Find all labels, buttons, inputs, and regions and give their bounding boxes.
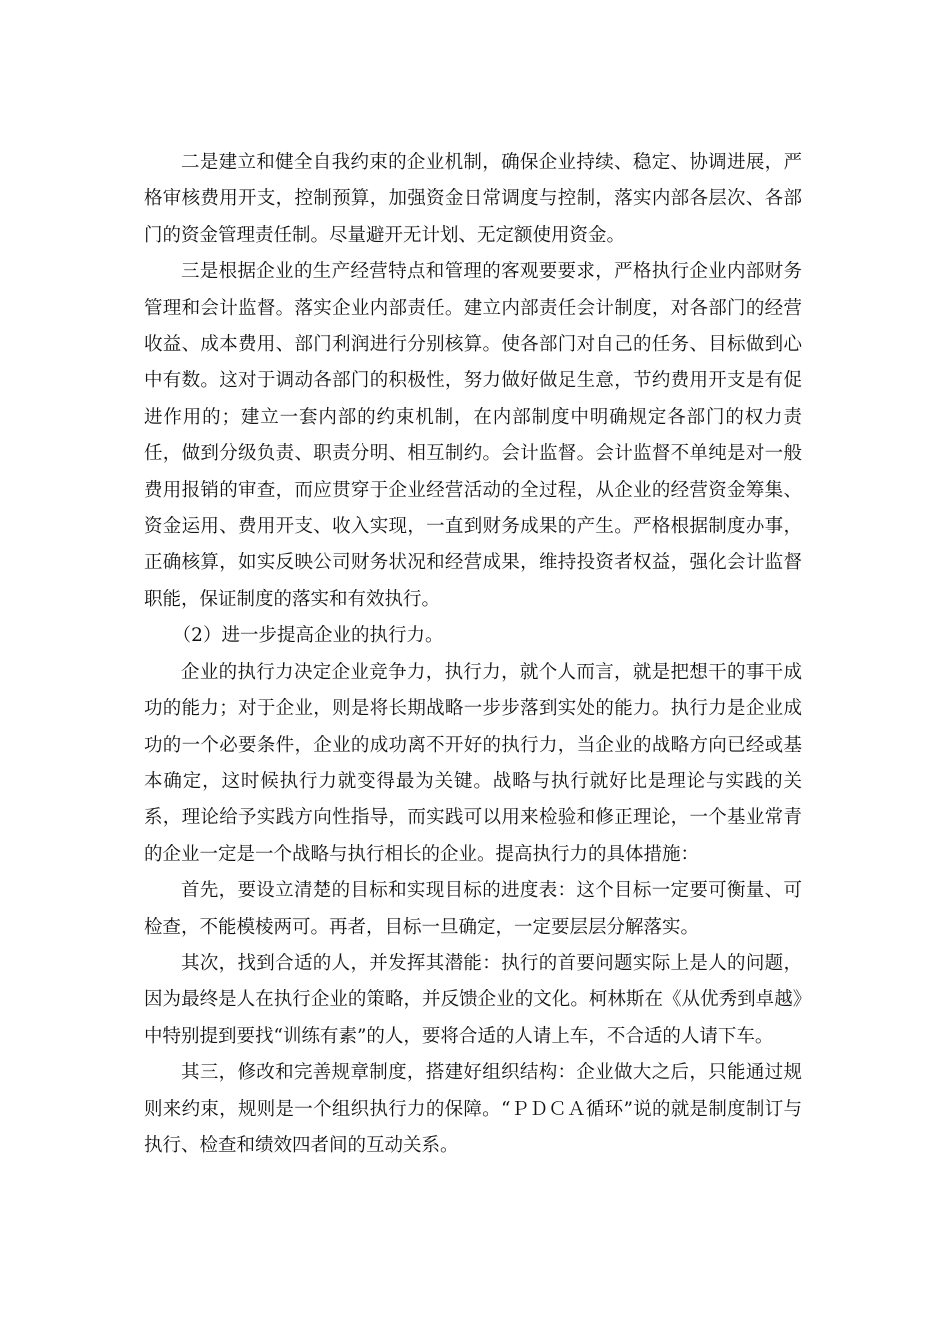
paragraph-second-measure: 其次，找到合适的人，并发挥其潜能：执行的首要问题实际上是人的问题，因为最终是人在执行企业的策略，并反馈企业的文化。柯林斯在《从优秀到卓越》中特别提到要找“训练有素”的人，要将合适的人请上车，不合适的人请下车。: [144, 952, 802, 1047]
paragraph-self-discipline-mechanism: 二是建立和健全自我约束的企业机制，确保企业持续、稳定、协调进展，严格审核费用开支，控制预算，加强资金日常调度与控制，落实内部各层次、各部门的资金管理责任制。尽量避开无计划、无定额使用资金。: [144, 152, 802, 246]
paragraph-internal-financial-supervision: 三是根据企业的生产经营特点和管理的客观要要求，严格执行企业内部财务管理和会计监督。落实企业内部责任。建立内部责任会计制度，对各部门的经营收益、成本费用、部门利润进行分别核算。使各部门对自己的任务、目标做到心中有数。这对于调动各部门的积极性，努力做好做足生意，节约费用开支是有促进作用的；建立一套内部的约束机制，在内部制度中明确规定各部门的权力责任，做到分级负责、职责分明、相互制约。会计监督。会计监督不单纯是对一般费用报销的审查，而应贯穿于企业经营活动的全过程，从企业的经营资金筹集、资金运用、费用开支、收入实现，一直到财务成果的产生。严格根据制度办事，正确核算，如实反映公司财务状况和经营成果，维持投资者权益，强化会计监督职能，保证制度的落实和有效执行。: [144, 261, 802, 610]
paragraph-execution-definition: 企业的执行力决定企业竞争力，执行力，就个人而言，就是把想干的事干成功的能力；对于企业，则是将长期战略一步步落到实处的能力。执行力是企业成功的一个必要条件，企业的成功离不开好的执行力，当企业的战略方向已经或基本确定，这时候执行力就变得最为关键。战略与执行就好比是理论与实践的关系，理论给予实践方向性指导，而实践可以用来检验和修正理论，一个基业常青的企业一定是一个战略与执行相长的企业。提高执行力的具体措施：: [144, 661, 802, 865]
section-heading-execution: （2）进一步提高企业的执行力。: [172, 625, 444, 647]
paragraph-first-measure: 首先，要设立清楚的目标和实现目标的进度表：这个目标一定要可衡量、可检查，不能模棱两可。再者，目标一旦确定，一定要层层分解落实。: [144, 880, 802, 938]
paragraph-third-measure: 其三，修改和完善规章制度，搭建好组织结构：企业做大之后，只能通过规则来约束，规则是一个组织执行力的保障。“ＰＤＣＡ循环”说的就是制度制订与执行、检查和绩效四者间的互动关系。: [144, 1062, 802, 1156]
document-body: [144, 145, 802, 1164]
